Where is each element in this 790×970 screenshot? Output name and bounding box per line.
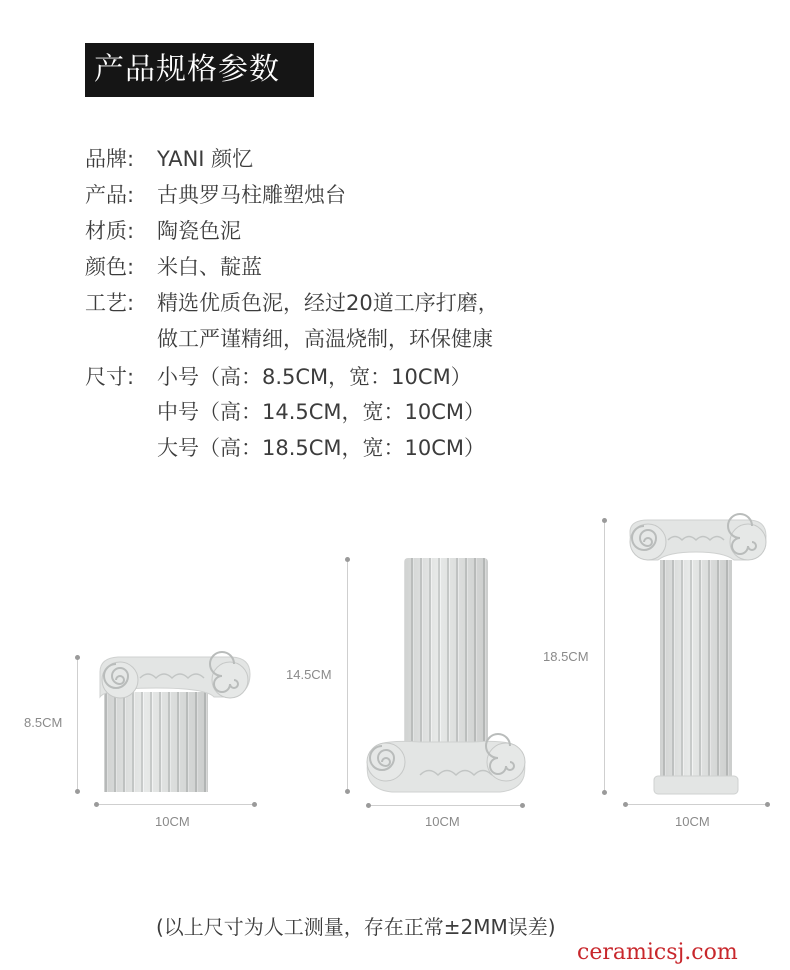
dim-end-dot [345, 789, 350, 794]
spec-label: 品牌: [85, 147, 135, 171]
dim-end-dot [345, 557, 350, 562]
large-column-image [630, 514, 766, 794]
spec-value: 陶瓷色泥 [157, 219, 241, 243]
dim-end-dot [366, 803, 371, 808]
medium-width-label: 10CM [425, 814, 460, 829]
spec-value: 精选优质色泥，经过20道工序打磨， [157, 291, 499, 315]
large-height-label: 18.5CM [543, 649, 589, 664]
dim-end-dot [602, 790, 607, 795]
small-height-line [77, 657, 78, 791]
spec-size-large: 大号（高：18.5CM，宽：10CM） [157, 436, 486, 460]
page-title: 产品规格参数 [94, 52, 280, 87]
dim-end-dot [602, 518, 607, 523]
dim-end-dot [623, 802, 628, 807]
spec-craft-continuation: 做工严谨精细，高温烧制，环保健康 [157, 327, 493, 351]
spec-label: 颜色: [85, 255, 135, 279]
dim-end-dot [94, 802, 99, 807]
spec-size-medium: 中号（高：14.5CM，宽：10CM） [157, 400, 486, 424]
spec-value: YANI 颜忆 [157, 147, 254, 171]
dim-end-dot [520, 803, 525, 808]
dim-end-dot [75, 655, 80, 660]
spec-label: 材质: [85, 219, 135, 243]
medium-height-label: 14.5CM [286, 667, 332, 682]
spec-label: 产品: [85, 183, 135, 207]
dim-end-dot [765, 802, 770, 807]
medium-column-image [367, 558, 525, 792]
watermark: ceramicsj.com [577, 940, 738, 965]
spec-label: 工艺: [85, 291, 135, 315]
dim-end-dot [75, 789, 80, 794]
medium-width-line [368, 805, 522, 806]
spec-label: 尺寸: [85, 365, 135, 389]
spec-value: 古典罗马柱雕塑烛台 [157, 183, 346, 207]
small-width-line [96, 804, 254, 805]
large-width-line [625, 804, 767, 805]
spec-value: 米白、靛蓝 [157, 255, 262, 279]
medium-height-line [347, 559, 348, 791]
large-width-label: 10CM [675, 814, 710, 829]
dim-end-dot [252, 802, 257, 807]
small-height-label: 8.5CM [24, 715, 63, 730]
spec-value: 小号（高：8.5CM，宽：10CM） [157, 365, 472, 389]
large-height-line [604, 520, 605, 792]
small-width-label: 10CM [155, 814, 190, 829]
measurement-footnote: (以上尺寸为人工测量，存在正常±2MM误差) [156, 915, 556, 939]
small-column-image [100, 652, 250, 792]
